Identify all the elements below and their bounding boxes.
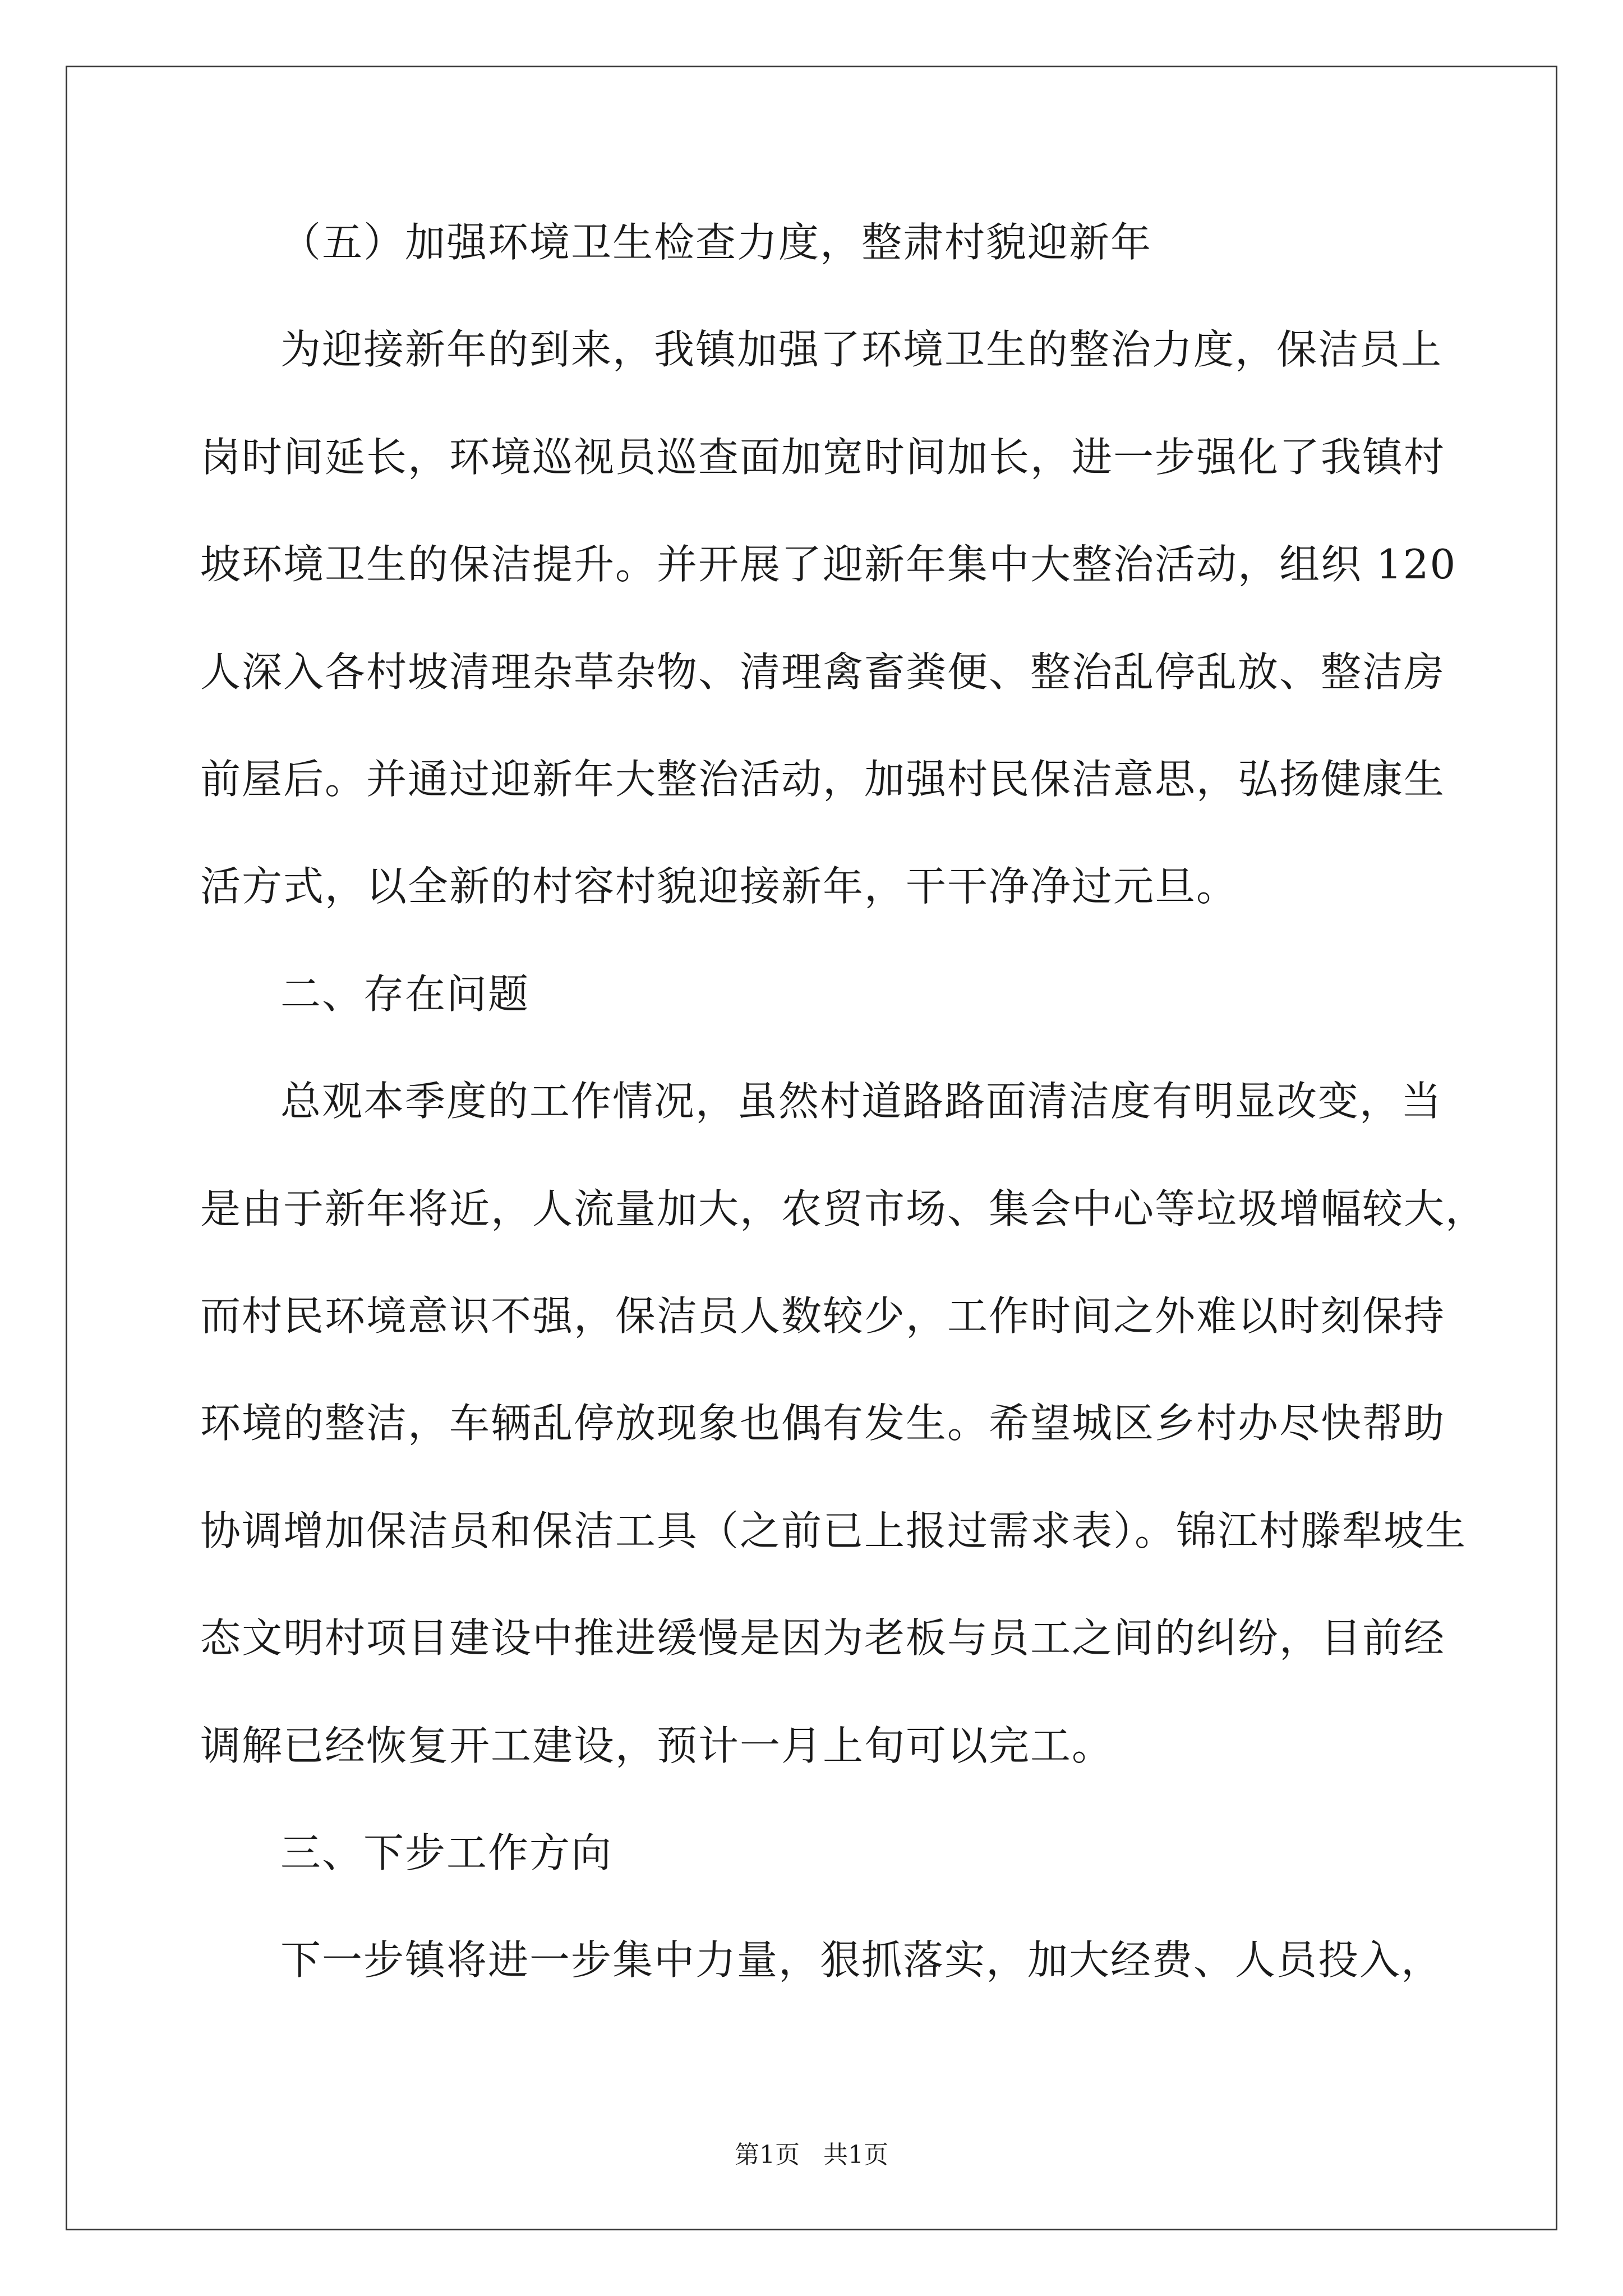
paragraph-line: 人深入各村坡清理杂草杂物、清理禽畜粪便、整治乱停乱放、整洁房 [200,648,1446,696]
paragraph-line: 为迎接新年的到来，我镇加强了环境卫生的整治力度，保洁员上 [280,326,1443,373]
section-heading: 二、存在问题 [280,970,530,1018]
page-border [66,66,1557,2230]
paragraph-line: 前屋后。并通过迎新年大整治活动，加强村民保洁意思，弘扬健康生 [200,756,1446,803]
paragraph-line: 总观本季度的工作情况，虽然村道路路面清洁度有明显改变，当 [280,1078,1443,1125]
paragraph-line: 岗时间延长，环境巡视员巡查面加宽时间加长，进一步强化了我镇村 [200,434,1446,481]
paragraph-line: 活方式，以全新的村容村貌迎接新年，干干净净过元旦。 [200,863,1238,910]
paragraph-line: 是由于新年将近，人流量加大，农贸市场、集会中心等垃圾增幅较大， [200,1185,1487,1232]
paragraph-line: 协调增加保洁员和保洁工具（之前已上报过需求表）。锦江村滕犁坡生 [200,1507,1467,1554]
paragraph-line: 调解已经恢复开工建设，预计一月上旬可以完工。 [200,1722,1114,1769]
paragraph-line: 态文明村项目建设中推进缓慢是因为老板与员工之间的纠纷，目前经 [200,1614,1446,1662]
section-heading: 三、下步工作方向 [280,1829,613,1876]
section-heading: （五）加强环境卫生检查力度，整肃村貌迎新年 [280,219,1152,266]
paragraph-line: 环境的整洁，车辆乱停放现象也偶有发生。希望城区乡村办尽快帮助 [200,1400,1446,1447]
paragraph-line: 坡环境卫生的保洁提升。并开展了迎新年集中大整治活动，组织 120 [200,541,1457,588]
paragraph-line: 而村民环境意识不强，保洁员人数较少，工作时间之外难以时刻保持 [200,1292,1446,1340]
paragraph-line: 下一步镇将进一步集中力量，狠抓落实，加大经费、人员投入， [280,1936,1443,1984]
page-number-footer: 第1页 共1页 [735,2141,888,2169]
